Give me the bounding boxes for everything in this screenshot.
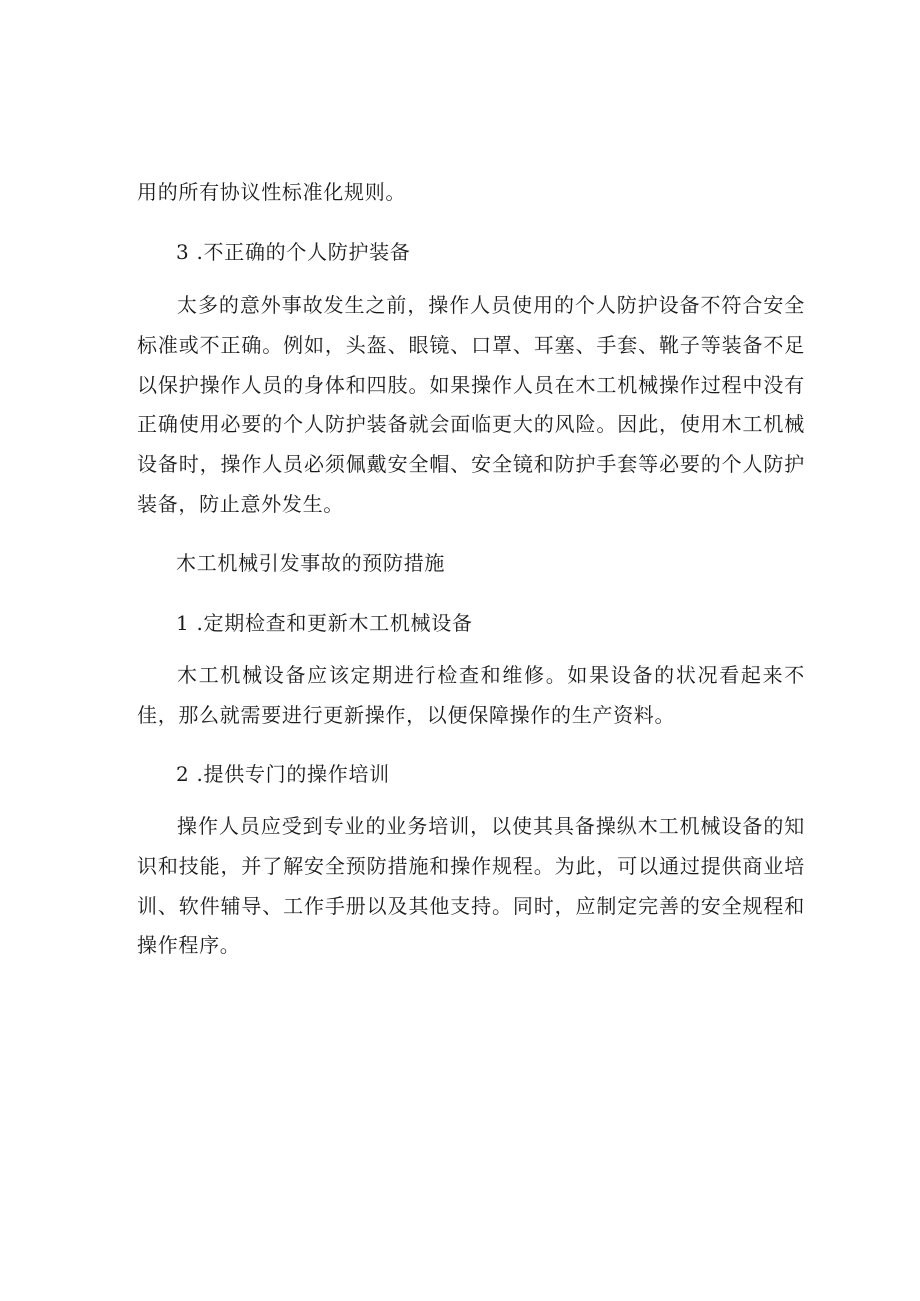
heading-operator-training: 2 .提供专门的操作培训 (176, 762, 390, 786)
heading-regular-inspection: 1 .定期检查和更新木工机械设备 (176, 611, 473, 635)
paragraph-continuation: 用的所有协议性标准化规则。 (137, 180, 407, 204)
heading-improper-ppe: 3 .不正确的个人防护装备 (176, 240, 411, 264)
section-title-prevention: 木工机械引发事故的预防措施 (176, 551, 446, 575)
paragraph-ppe: 太多的意外事故发生之前，操作人员使用的个人防护设备不符合安全标准或不正确。例如，头盔、眼镜、口罩、耳塞、手套、靴子等装备不足以保护操作人员的身体和四肢。如果操作人员在木工机械操作过程中没有正确使用必要的个人防护装备就会面临更大的风险。因此，使用木工机械设备时，操作人员必须佩戴安全帽、安全镜和防护手套等必要的个人防护装备，防止意外发生。 (137, 293, 805, 516)
paragraph-training: 操作人员应受到专业的业务培训，以使其具备操纵木工机械设备的知识和技能，并了解安全预防措施和操作规程。为此，可以通过提供商业培训、软件辅导、工作手册以及其他支持。同时，应制定完善的安全规程和操作程序。 (137, 814, 805, 958)
paragraph-inspection: 木工机械设备应该定期进行检查和维修。如果设备的状况看起来不佳，那么就需要进行更新操作，以便保障操作的生产资料。 (137, 663, 805, 727)
